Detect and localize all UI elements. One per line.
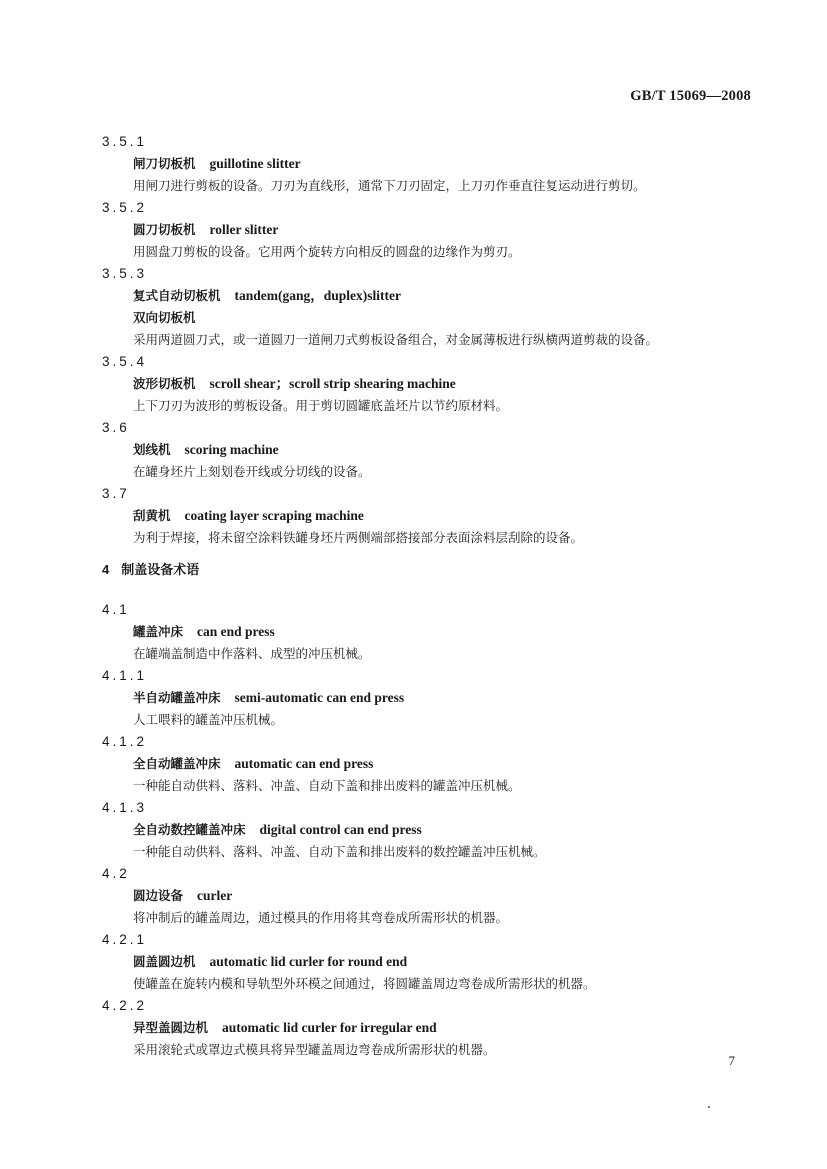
term-line xyxy=(133,753,827,775)
term-chinese: 全自动罐盖冲床 xyxy=(133,756,221,771)
term-english: scoring machine xyxy=(184,442,279,457)
term-line xyxy=(133,885,827,907)
term-chinese: 刮黄机 xyxy=(133,508,171,523)
term-definition: 一种能自动供料、落料、冲盖、自动下盖和排出废料的数控罐盖冲压机械。 xyxy=(133,844,546,859)
term-number: 3.5.2 xyxy=(102,200,148,215)
term-chinese: 半自动罐盖冲床 xyxy=(133,690,221,705)
term-english: guillotine slitter xyxy=(209,156,301,171)
term-english: roller slitter xyxy=(209,222,279,237)
standard-code: GB/T 15069—2008 xyxy=(630,88,751,104)
term-number: 4.1.3 xyxy=(102,800,148,815)
entries-part2 xyxy=(0,599,827,1061)
term-line xyxy=(133,1017,827,1039)
entries-part1 xyxy=(0,131,827,549)
term-chinese: 圆盖圆边机 xyxy=(133,954,196,969)
term-line xyxy=(133,505,827,527)
section-heading xyxy=(102,559,827,581)
term-synonym: 双向切板机 xyxy=(133,310,196,325)
term-english: curler xyxy=(197,888,233,903)
term-line xyxy=(133,687,827,709)
term-english: digital control can end press xyxy=(259,822,422,837)
term-chinese: 波形切板机 xyxy=(133,376,196,391)
term-chinese: 圆边设备 xyxy=(133,888,184,903)
section-title: 制盖设备术语 xyxy=(121,563,200,578)
term-line xyxy=(133,951,827,973)
term-number: 3.5.1 xyxy=(102,134,148,149)
term-english: scroll shear；scroll strip shearing machine xyxy=(209,376,456,391)
term-number: 4.2.1 xyxy=(102,932,148,947)
term-definition: 上下刀刃为波形的剪板设备。用于剪切圆罐底盖坯片以节约原材料。 xyxy=(133,398,509,413)
term-chinese: 划线机 xyxy=(133,442,171,457)
term-english: automatic lid curler for round end xyxy=(209,954,408,969)
term-definition: 采用滚轮式或罩边式模具将异型罐盖周边弯卷成所需形状的机器。 xyxy=(133,1042,496,1057)
term-definition: 一种能自动供料、落料、冲盖、自动下盖和排出废料的罐盖冲压机械。 xyxy=(133,778,521,793)
term-number: 4.2 xyxy=(102,866,130,881)
term-definition: 使罐盖在旋转内模和导轨型外环模之间通过，将圆罐盖周边弯卷成所需形状的机器。 xyxy=(133,976,596,991)
term-definition: 采用两道圆刀式，或一道圆刀一道闸刀式剪板设备组合，对金属薄板进行纵横两道剪裁的设备。 xyxy=(133,332,659,347)
term-synonym-line xyxy=(133,307,827,329)
term-number: 4.1 xyxy=(102,602,130,617)
term-line xyxy=(133,219,827,241)
term-chinese: 异型盖圆边机 xyxy=(133,1020,209,1035)
term-english: coating layer scraping machine xyxy=(184,508,364,523)
term-definition: 人工喂料的罐盖冲压机械。 xyxy=(133,712,284,727)
term-definition: 用闸刀进行剪板的设备。刀刃为直线形，通常下刀刃固定，上刀刃作垂直往复运动进行剪切。 xyxy=(133,178,646,193)
term-chinese: 全自动数控罐盖冲床 xyxy=(133,822,246,837)
term-line xyxy=(133,373,827,395)
term-number: 4.1.2 xyxy=(102,734,148,749)
term-line xyxy=(133,819,827,841)
document-body xyxy=(0,131,827,1061)
term-line xyxy=(133,153,827,175)
term-line xyxy=(133,439,827,461)
page-number: 7 xyxy=(728,1053,735,1068)
term-definition: 为利于焊接，将未留空涂料铁罐身坯片两侧端部搭接部分表面涂料层刮除的设备。 xyxy=(133,530,584,545)
term-number: 4.2.2 xyxy=(102,998,148,1013)
term-english: can end press xyxy=(197,624,275,639)
term-line xyxy=(133,285,827,307)
term-english: semi-automatic can end press xyxy=(234,690,405,705)
term-number: 3.5.3 xyxy=(102,266,148,281)
term-definition: 用圆盘刀剪板的设备。它用两个旋转方向相反的圆盘的边缘作为剪刃。 xyxy=(133,244,521,259)
term-definition: 将冲制后的罐盖周边，通过模具的作用将其弯卷成所需形状的机器。 xyxy=(133,910,509,925)
term-definition: 在罐端盖制造中作落料、成型的冲压机械。 xyxy=(133,646,371,661)
term-chinese: 圆刀切板机 xyxy=(133,222,196,237)
section-number: 4 xyxy=(102,562,110,577)
term-chinese: 复式自动切板机 xyxy=(133,288,221,303)
term-english: automatic lid curler for irregular end xyxy=(222,1020,437,1035)
term-chinese: 罐盖冲床 xyxy=(133,624,184,639)
term-line xyxy=(133,621,827,643)
scan-speck xyxy=(708,1106,710,1108)
term-number: 3.6 xyxy=(102,420,130,435)
term-number: 4.1.1 xyxy=(102,668,148,683)
term-english: tandem(gang，duplex)slitter xyxy=(234,288,402,303)
term-number: 3.7 xyxy=(102,486,130,501)
term-definition: 在罐身坯片上刻划卷开线或分切线的设备。 xyxy=(133,464,371,479)
term-number: 3.5.4 xyxy=(102,354,148,369)
term-english: automatic can end press xyxy=(234,756,374,771)
term-chinese: 闸刀切板机 xyxy=(133,156,196,171)
